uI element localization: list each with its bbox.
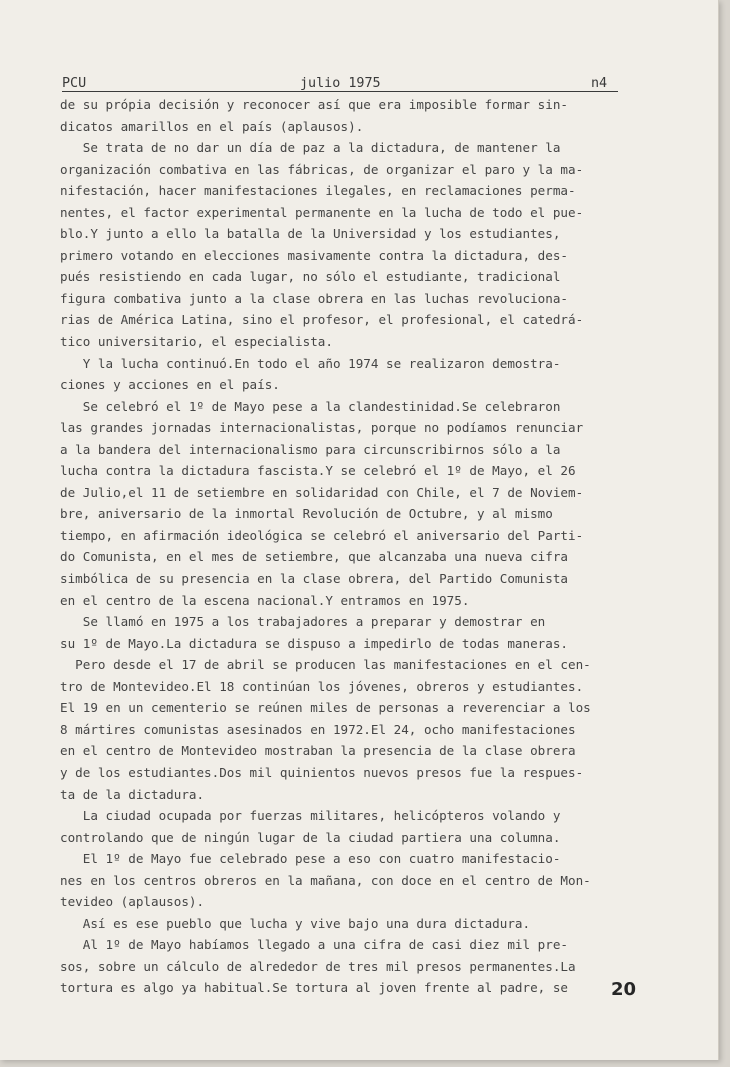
- text-line: su 1º de Mayo.La dictadura se dispuso a impedirlo de todas maneras.: [60, 635, 568, 651]
- text-line: en el centro de Montevideo mostraban la presencia de la clase obrera: [60, 743, 576, 759]
- header-party: PCU: [62, 76, 87, 91]
- text-line: en el centro de la escena nacional.Y entramos en 1975.: [60, 592, 470, 608]
- text-line: Y la lucha continuó.En todo el año 1974 se realizaron demostra-: [60, 355, 561, 371]
- text-line: de Julio,el 11 de setiembre en solidaridad con Chile, el 7 de Noviem-: [60, 484, 584, 500]
- text-line: tevideo (aplausos).: [60, 894, 205, 910]
- text-line: las grandes jornadas internacionalistas, porque no podíamos renunciar: [60, 420, 584, 436]
- text-line: Pero desde el 17 de abril se producen las manifestaciones en el cen-: [60, 657, 591, 673]
- text-line: controlando que de ningún lugar de la ciudad partiera una columna.: [60, 829, 561, 845]
- text-line: lucha contra la dictadura fascista.Y se celebró el 1º de Mayo, el 26: [60, 463, 576, 479]
- header-issue: n4: [591, 76, 608, 91]
- text-line: El 19 en un cementerio se reúnen miles de personas a reverenciar a los: [60, 700, 591, 716]
- text-line: simbólica de su presencia en la clase obrera, del Partido Comunista: [60, 571, 568, 587]
- text-line: a la bandera del internacionalismo para circunscribirnos sólo a la: [60, 441, 561, 457]
- header-rule: [62, 91, 618, 92]
- text-line: Así es ese pueblo que lucha y vive bajo una dura dictadura.: [60, 915, 531, 931]
- text-line: ciones y acciones en el país.: [60, 377, 280, 393]
- body-text: [60, 94, 636, 999]
- text-line: organización combativa en las fábricas, de organizar el paro y la ma-: [60, 161, 584, 177]
- text-line: primero votando en elecciones masivamente contra la dictadura, des-: [60, 247, 568, 263]
- text-line: dicatos amarillos en el país (aplausos).: [60, 118, 364, 134]
- text-line: Se llamó en 1975 a los trabajadores a preparar y demostrar en: [60, 614, 546, 630]
- text-line: de su própia decisión y reconocer así que era imposible formar sin-: [60, 97, 568, 112]
- text-line: bre, aniversario de la inmortal Revolución de Octubre, y al mismo: [60, 506, 553, 522]
- text-line: sos, sobre un cálculo de alrededor de tres mil presos permanentes.La: [60, 958, 576, 974]
- text-line: nifestación, hacer manifestaciones ilegales, en reclamaciones perma-: [60, 183, 576, 199]
- text-line: ta de la dictadura.: [60, 786, 205, 802]
- text-line: tortura es algo ya habitual.Se tortura al joven frente al padre, se: [60, 980, 568, 996]
- text-line: tiempo, en afirmación ideológica se celebró el aniversario del Parti-: [60, 527, 584, 543]
- text-line: Al 1º de Mayo habíamos llegado a una cifra de casi diez mil pre-: [60, 937, 568, 953]
- text-line: nes en los centros obreros en la mañana, con doce en el centro de Mon-: [60, 872, 591, 888]
- text-line: nentes, el factor experimental permanente en la lucha de todo el pue-: [60, 204, 584, 220]
- text-line: pués resistiendo en cada lugar, no sólo el estudiante, tradicional: [60, 269, 561, 285]
- text-line: figura combativa junto a la clase obrera en las luchas revoluciona-: [60, 290, 568, 306]
- page-number: 20: [611, 979, 637, 1000]
- header-date: julio 1975: [300, 76, 381, 91]
- text-line: Se trata de no dar un día de paz a la dictadura, de mantener la: [60, 140, 561, 156]
- text-line: tico universitario, el especialista.: [60, 334, 333, 350]
- text-line: y de los estudiantes.Dos mil quinientos nuevos presos fue la respues-: [60, 764, 584, 780]
- text-line: do Comunista, en el mes de setiembre, que alcanzaba una nueva cifra: [60, 549, 568, 565]
- text-line: rias de América Latina, sino el profesor, el profesional, el catedrá-: [60, 312, 584, 328]
- text-line: La ciudad ocupada por fuerzas militares, helicópteros volando y: [60, 808, 561, 824]
- text-line: blo.Y junto a ello la batalla de la Universidad y los estudiantes,: [60, 226, 561, 242]
- text-line: Se celebró el 1º de Mayo pese a la clandestinidad.Se celebraron: [60, 398, 561, 414]
- text-line: 8 mártires comunistas asesinados en 1972.El 24, ocho manifestaciones: [60, 721, 576, 737]
- text-line: El 1º de Mayo fue celebrado pese a eso con cuatro manifestacio-: [60, 851, 561, 867]
- text-line: tro de Montevideo.El 18 continúan los jóvenes, obreros y estudiantes.: [60, 678, 584, 694]
